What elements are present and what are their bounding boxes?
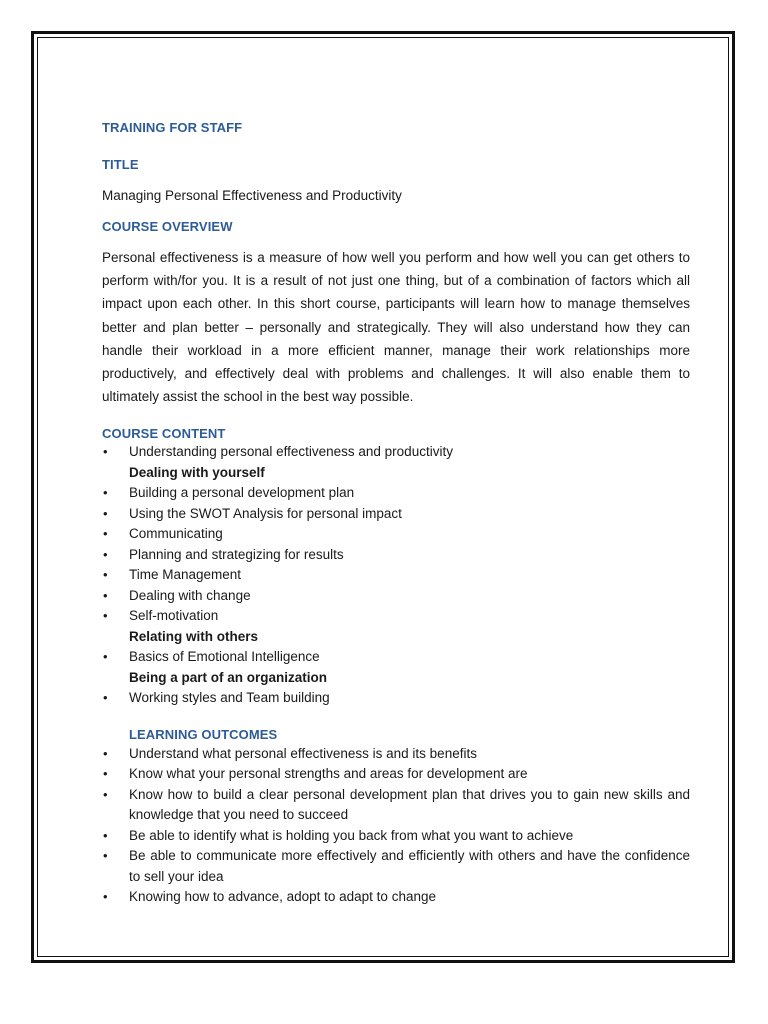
content-list-item: • Dealing with change (102, 586, 690, 607)
document-body (102, 120, 690, 908)
document-label: TRAINING FOR STAFF (102, 120, 243, 135)
overview-text: Personal effectiveness is a measure of how well you perform and how well you can get others to perform with/for you. It is a result of not just one thing, but of a combination of factors which all impact upon each other. In this short course, participants will learn how to manage themselves better and plan better – personally and strategically. They will also understand how they can handle their workload in a more efficient manner, manage their work relationships more productively, and effectively deal with problems and challenges. It will also enable them to ultimately assist the school in the best way possible. (102, 250, 690, 405)
outcome-list-item: • Be able to communicate more effectively and efficiently with others and have the confidence to sell your idea (102, 846, 690, 887)
title-heading: TITLE (102, 157, 139, 172)
outcome-list-item: • Know how to build a clear personal development plan that drives you to gain new skills and knowledge that you need to succeed (102, 785, 690, 826)
outcome-list-item: • Know what your personal strengths and areas for development are (102, 764, 690, 785)
content-list-item: • Working styles and Team building (102, 688, 690, 709)
content-heading: COURSE CONTENT (102, 426, 226, 442)
course-content-list (102, 442, 690, 709)
outcome-list-item: • Understand what personal effectiveness is and its benefits (102, 744, 690, 765)
content-list-item: • Self-motivation (102, 606, 690, 627)
outcome-list-item: • Knowing how to advance, adopt to adapt to change (102, 887, 690, 908)
content-subheading: Relating with others (129, 628, 259, 644)
outcome-list-item: • Be able to identify what is holding you back from what you want to achieve (102, 826, 690, 847)
content-subheading: Dealing with yourself (129, 464, 265, 480)
content-list-item: • Building a personal development plan (102, 483, 690, 504)
content-list-item: • Understanding personal effectiveness and productivity (102, 442, 690, 463)
content-list-item: • Using the SWOT Analysis for personal impact (102, 504, 690, 525)
learning-outcomes-list (102, 744, 690, 908)
content-list-item: • Time Management (102, 565, 690, 586)
content-list-item: • Planning and strategizing for results (102, 545, 690, 566)
content-list-item: • Basics of Emotional Intelligence (102, 647, 690, 668)
content-subheading: Being a part of an organization (129, 669, 328, 685)
content-list-item: • Communicating (102, 524, 690, 545)
course-title: Managing Personal Effectiveness and Productivity (102, 188, 402, 203)
outcomes-heading: LEARNING OUTCOMES (129, 726, 278, 742)
overview-heading: COURSE OVERVIEW (102, 219, 233, 234)
